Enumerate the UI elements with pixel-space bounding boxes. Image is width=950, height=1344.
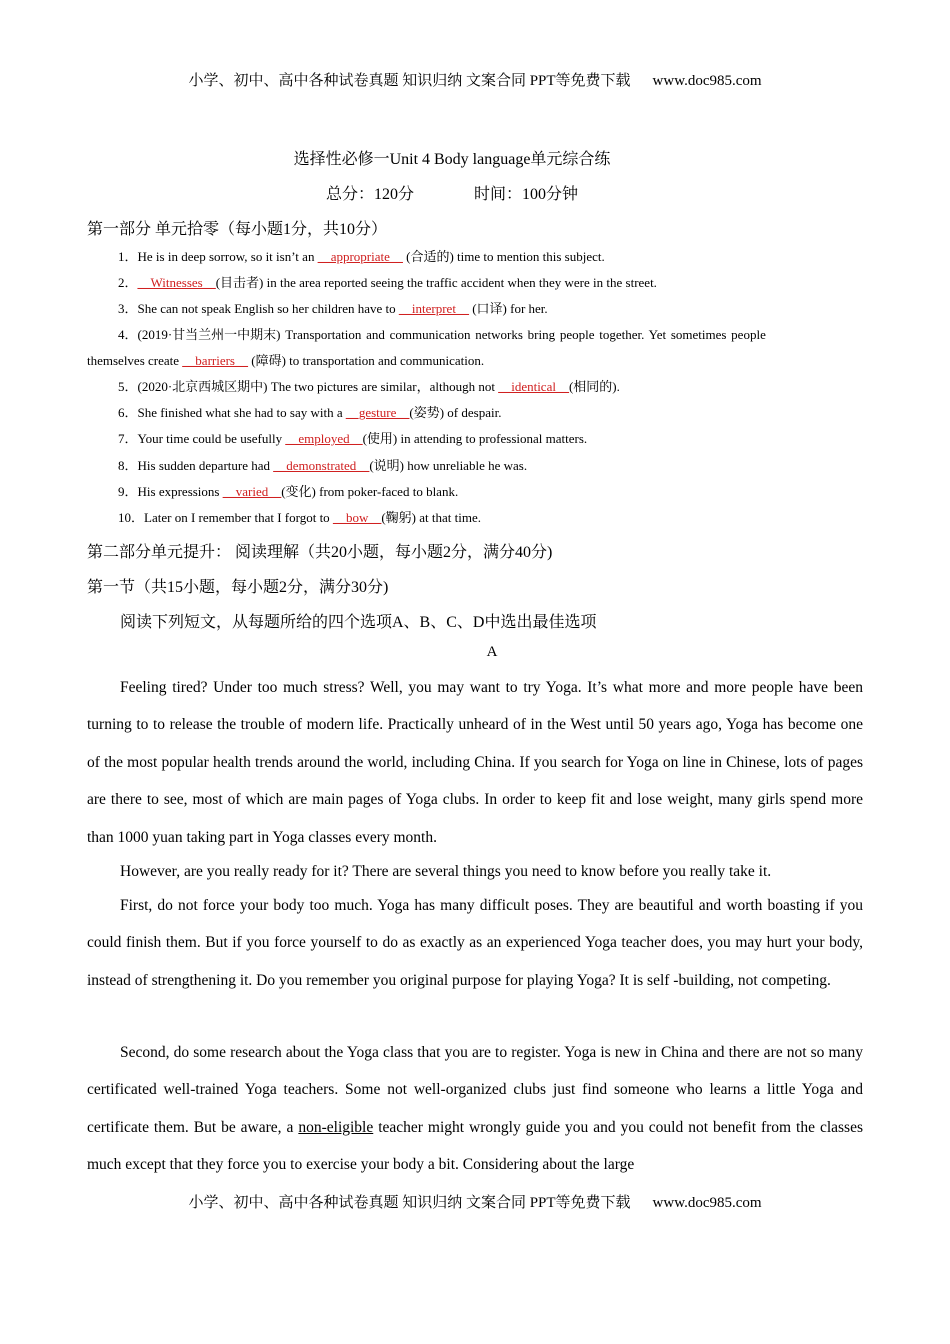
underlined-word: non-eligible xyxy=(298,1118,374,1136)
passage-paragraph-2: However, are you really ready for it? There are several things you need to know before you really take it. xyxy=(120,863,772,880)
part2-heading: 第二部分单元提升： 阅读理解（共20小题，每小题2分，满分40分) xyxy=(87,544,553,561)
answer-blank: __appropriate__ xyxy=(317,249,403,264)
question-4-continued: themselves create __barriers__ (障碍) to transportation and communication. xyxy=(87,353,485,368)
header-site-link[interactable]: www.doc985.com xyxy=(652,73,762,89)
answer-blank: __identical__ xyxy=(498,379,569,394)
score-time-line xyxy=(0,181,950,204)
question-6: 6．She finished what she had to say with a __gesture__(姿势) of despair. xyxy=(118,405,502,420)
document-title xyxy=(0,146,950,169)
question-5: 5．(2020·北京西城区期中) The two pictures are similar，although not __identical__(相同的). xyxy=(118,379,620,394)
question-1: 1．He is in deep sorrow, so it isn’t an __appropriate__ (合适的) time to mention this subject. xyxy=(118,249,605,264)
time-limit: 时间：100分钟 xyxy=(474,186,579,203)
question-3: 3．She can not speak English so her children have to __interpret__ (口译) for her. xyxy=(118,301,548,316)
footer-text: 小学、初中、高中各种试卷真题 知识归纳 文案合同 PPT等免费下载 xyxy=(188,1195,631,1211)
passage-paragraph-3: First, do not force your body too much. Yoga has many difficult poses. They are beautiful and worth boasting if you could finish them. But if you force yourself to do as exactly as an experienced Yoga teacher does, you may hurt your body, instead of strengthening it. Do you remember you original purpose for playing Yoga? It is self -building, not competing. xyxy=(87,897,863,989)
answer-blank: __interpret__ xyxy=(398,301,469,316)
question-2: 2．__Witnesses__(目击者) in the area reported seeing the traffic accident when they were in the street. xyxy=(118,275,657,290)
answer-blank: __employed__ xyxy=(285,431,363,446)
part1-heading: 第一部分 单元拾零（每小题1分，共10分） xyxy=(87,221,388,238)
answer-blank: __Witnesses__ xyxy=(137,275,216,290)
question-4: 4．(2019·甘当兰州一中期末) Transportation and communication networks bring people together. Yet sometimes people xyxy=(118,327,766,342)
header-text: 小学、初中、高中各种试卷真题 知识归纳 文案合同 PPT等免费下载 xyxy=(188,73,631,89)
answer-blank: __bow__ xyxy=(332,510,382,525)
passage-label: A xyxy=(486,644,498,660)
passage-paragraph-1: Feeling tired? Under too much stress? Well, you may want to try Yoga. It’s what more and more people have been turning to to release the trouble of modern life. Practically unheard of in the West until 50 years ago, Yoga has become one of the most popular health trends around the world, including China. If you search for Yoga on line in Chinese, lots of pages are there to see, most of which are main pages of Yoga clubs. In order to keep fit and lose weight, many girls spend more than 1000 yuan taking part in Yoga classes every month. xyxy=(87,679,863,846)
reading-instruction: 阅读下列短文，从每题所给的四个选项A、B、C、D中选出最佳选项 xyxy=(120,614,597,631)
question-7: 7．Your time could be usefully __employed__(使用) in attending to professional matters. xyxy=(118,431,588,446)
page-header xyxy=(0,69,950,90)
title-text: 选择性必修一Unit 4 Body language单元综合练 xyxy=(293,151,611,168)
footer-site-link[interactable]: www.doc985.com xyxy=(652,1195,762,1211)
answer-blank: __demonstrated__ xyxy=(273,458,370,473)
question-9: 9．His expressions __varied__(变化) from poker-faced to blank. xyxy=(118,484,459,499)
answer-blank: __gesture__ xyxy=(345,405,410,420)
page-footer xyxy=(0,1191,950,1212)
answer-blank: __varied__ xyxy=(222,484,282,499)
section1-heading: 第一节（共15小题，每小题2分，满分30分) xyxy=(87,579,389,596)
answer-blank: __barriers__ xyxy=(182,353,248,368)
passage-paragraph-4: Second, do some research about the Yoga class that you are to register. Yoga is new in China and there are not so many certificated well-trained Yoga teachers. Some not well-organized clubs just find someone who learns a little Yoga and certificate them. But be aware, a non-eligible teacher might wrongly guide you and you could not benefit from the classes much except that they force you to exercise your body a bit. Considering about the large xyxy=(87,1044,863,1174)
total-score: 总分：120分 xyxy=(325,186,414,203)
question-10: 10．Later on I remember that I forgot to __bow__(鞠躬) at that time. xyxy=(118,510,481,525)
question-8: 8．His sudden departure had __demonstrated__(说明) how unreliable he was. xyxy=(118,458,528,473)
